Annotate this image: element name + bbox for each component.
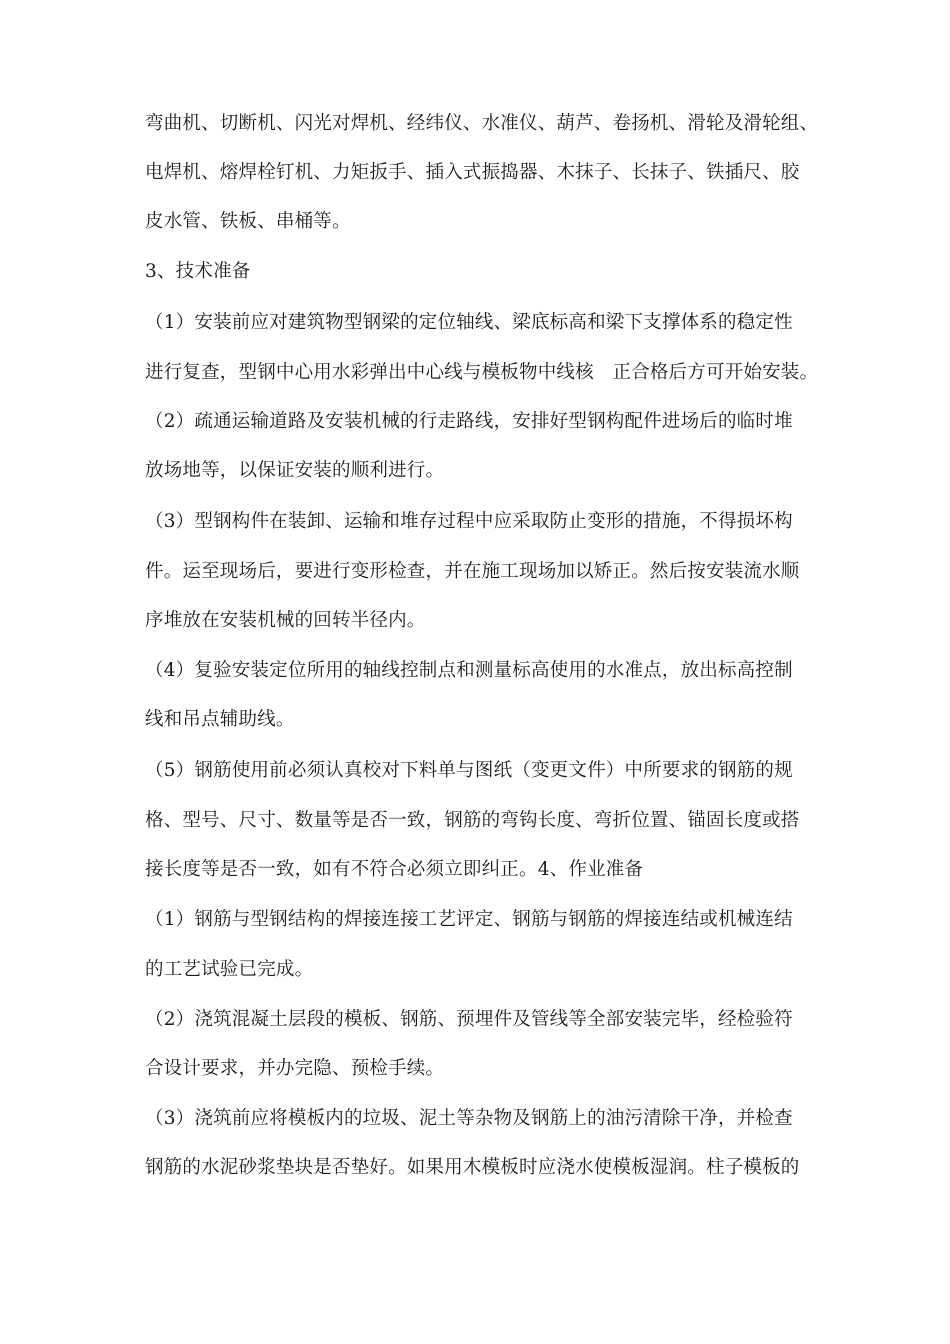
text-line: 格、型号、尺寸、数量等是否一致，钢筋的弯钩长度、弯折位置、锚固长度或搭	[145, 810, 800, 831]
text-line: 序堆放在安装机械的回转半径内。	[145, 610, 426, 631]
text-line: 弯曲机、切断机、闪光对焊机、经纬仪、水准仪、葫芦、卷扬机、滑轮及滑轮组、	[145, 113, 819, 134]
text-line: （3）型钢构件在装卸、运输和堆存过程中应采取防止变形的措施，不得损坏构	[145, 511, 793, 532]
text-line: （5）钢筋使用前必须认真校对下料单与图纸（变更文件）中所要求的钢筋的规	[145, 760, 793, 781]
text-line: 合设计要求，并办完隐、预检手续。	[145, 1058, 445, 1079]
text-line: 电焊机、熔焊栓钉机、力矩扳手、插入式振捣器、木抹子、长抹子、铁插尺、胶	[145, 162, 800, 183]
text-line: 放场地等，以保证安装的顺利进行。	[145, 460, 445, 481]
text-line: （1）安装前应对建筑物型钢梁的定位轴线、梁底标高和梁下支撑体系的稳定性	[145, 312, 793, 333]
text-line: （1）钢筋与型钢结构的焊接连接工艺评定、钢筋与钢筋的焊接连结或机械连结	[145, 909, 793, 930]
text-line: （2）浇筑混凝土层段的模板、钢筋、预埋件及管线等全部安装完毕，经检验符	[145, 1009, 793, 1030]
text-line: （2）疏通运输道路及安装机械的行走路线，安排好型钢构配件进场后的临时堆	[145, 411, 793, 432]
text-line: 进行复查，型钢中心用水彩弹出中心线与模板物中线核 正合格后方可开始安装。	[145, 362, 819, 383]
text-line: 接长度等是否一致，如有不符合必须立即纠正。4、作业准备	[145, 859, 644, 880]
text-line: 件。运至现场后，要进行变形检查，并在施工现场加以矫正。然后按安装流水顺	[145, 561, 800, 582]
text-line: 线和吊点辅助线。	[145, 709, 295, 730]
text-line: 的工艺试验已完成。	[145, 959, 314, 980]
text-line: （4）复验安装定位所用的轴线控制点和测量标高使用的水准点，放出标高控制	[145, 660, 793, 681]
text-line: （3）浇筑前应将模板内的垃圾、泥土等杂物及钢筋上的油污清除干净，并检查	[145, 1108, 793, 1129]
section-heading: 3、技术准备	[145, 261, 251, 282]
text-line: 钢筋的水泥砂浆垫块是否垫好。如果用木模板时应浇水使模板湿润。柱子模板的	[145, 1157, 800, 1178]
text-line: 皮水管、铁板、串桶等。	[145, 211, 351, 232]
